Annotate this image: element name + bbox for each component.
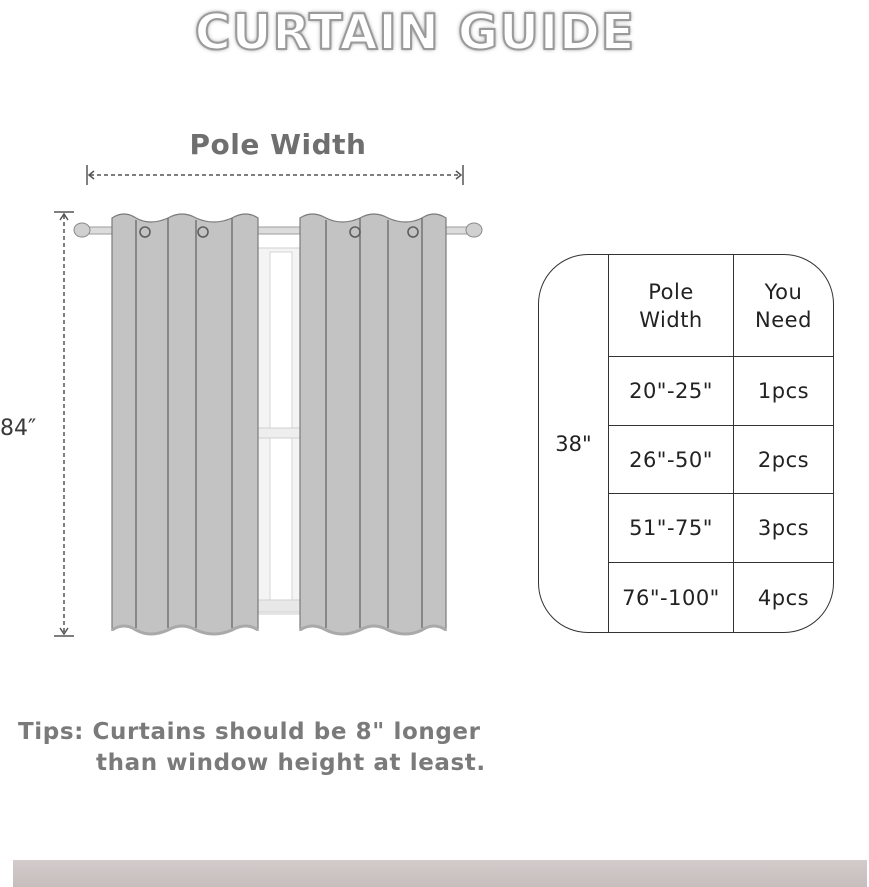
right-curtain-panel bbox=[300, 214, 446, 634]
table-cell-range: 76"-100" bbox=[609, 563, 734, 632]
header-you-need bbox=[734, 255, 833, 357]
floor-strip bbox=[13, 860, 867, 887]
header-you-need-line2: Need bbox=[755, 307, 812, 332]
table-row-label: 38" bbox=[539, 255, 609, 632]
header-pole-width-line2: Width bbox=[639, 307, 703, 332]
size-table bbox=[538, 254, 834, 633]
left-curtain-panel bbox=[112, 214, 258, 634]
tips-line-1: Tips: Curtains should be 8" longer bbox=[18, 719, 481, 745]
table-grid bbox=[609, 255, 833, 632]
header-you-need-line1: You bbox=[764, 279, 803, 304]
header-pole-width bbox=[609, 255, 734, 357]
tips-text bbox=[18, 717, 486, 779]
header-pole-width-line1: Pole bbox=[648, 279, 694, 304]
pole-width-dimension bbox=[87, 165, 463, 185]
pole-width-label: Pole Width bbox=[189, 128, 367, 161]
curtain-height-label: 84″ bbox=[0, 416, 37, 441]
table-cell-qty: 3pcs bbox=[734, 494, 833, 563]
window bbox=[258, 248, 300, 614]
page-title: CURTAIN GUIDE bbox=[194, 4, 636, 61]
table-cell-qty: 4pcs bbox=[757, 585, 810, 610]
tips-line-2: than window height at least. bbox=[96, 750, 486, 776]
table-cell-range: 20"-25" bbox=[609, 357, 734, 426]
table-cell-range: 51"-75" bbox=[609, 494, 734, 563]
height-dimension bbox=[54, 212, 74, 636]
table-cell-range: 26"-50" bbox=[609, 426, 734, 494]
table-cell-qty: 1pcs bbox=[734, 357, 833, 426]
table-cell-qty: 2pcs bbox=[734, 426, 833, 494]
